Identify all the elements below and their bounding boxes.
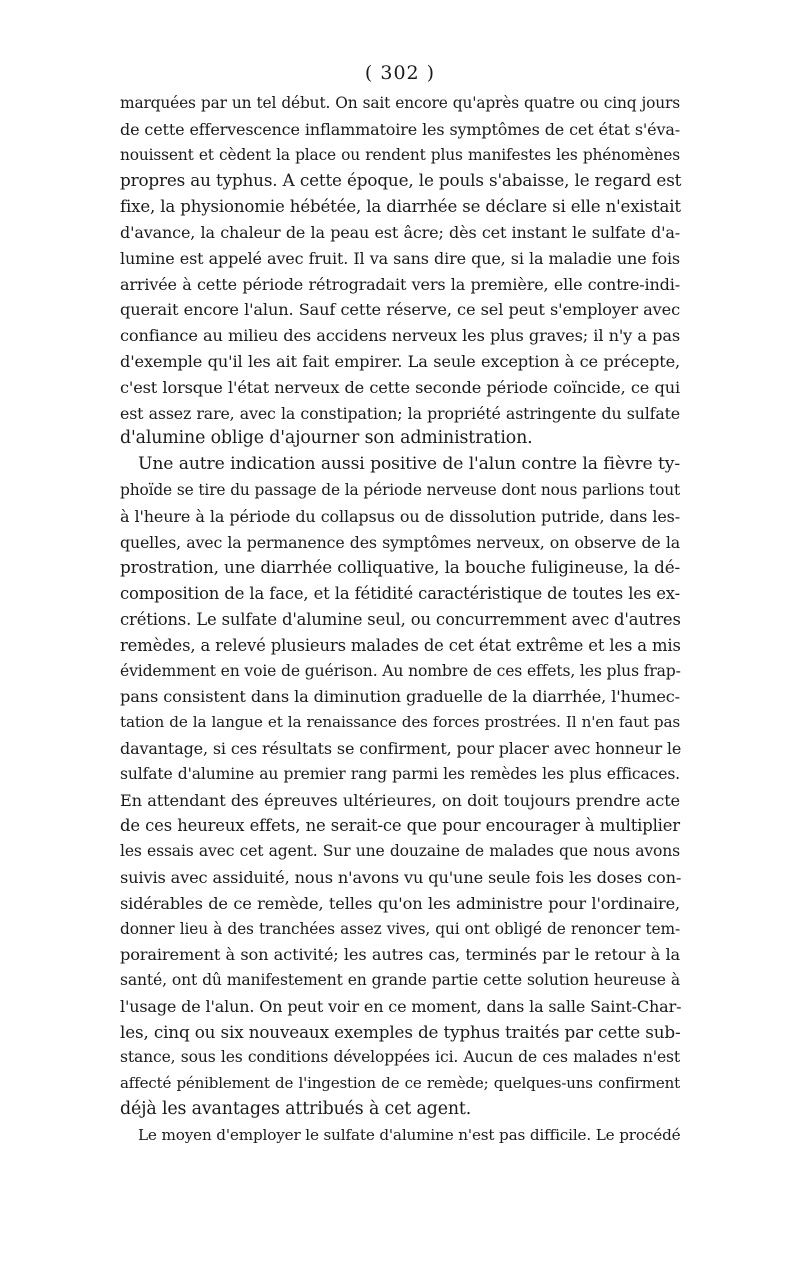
text-line: suivis avec assiduité, nous n'avons vu qu'une seule fois les doses con- xyxy=(120,867,682,887)
text-line: remèdes, a relevé plusieurs malades de cet état extrême et les a mis xyxy=(120,635,681,655)
text-line: phoïde se tire du passage de la période nerveuse dont nous parlions tout xyxy=(120,480,680,499)
text-line: d'alumine oblige d'ajourner son administration. xyxy=(120,428,533,449)
text-line: porairement à son activité; les autres cas, terminés par le retour à la xyxy=(120,945,680,965)
body-text xyxy=(120,91,680,1149)
text-line: En attendant des épreuves ultérieures, on doit toujours prendre acte xyxy=(120,790,680,810)
text-line: évidemment en voie de guérison. Au nombre de ces effets, les plus frap- xyxy=(120,661,681,680)
text-line: Une autre indication aussi positive de l'alun contre la fièvre ty- xyxy=(138,454,680,475)
text-line: Le moyen d'employer le sulfate d'alumine n'est pas difficile. Le procédé xyxy=(138,1125,681,1144)
text-line: donner lieu à des tranchées assez vives, qui ont obligé de renoncer tem- xyxy=(120,919,680,938)
text-line: pans consistent dans la diminution graduelle de la diarrhée, l'humec- xyxy=(120,687,680,707)
text-line: de cette effervescence inflammatoire les symptômes de cet état s'éva- xyxy=(120,119,680,139)
text-line: c'est lorsque l'état nerveux de cette seconde période coïncide, ce qui xyxy=(120,377,680,397)
text-line: lumine est appelé avec fruit. Il va sans dire que, si la maladie une fois xyxy=(120,248,680,268)
text-line: tation de la langue et la renaissance des forces prostrées. Il n'en faut pas xyxy=(120,713,680,732)
text-line: quelles, avec la permanence des symptômes nerveux, on observe de la xyxy=(120,532,680,552)
text-line: crétions. Le sulfate d'alumine seul, ou concurremment avec d'autres xyxy=(120,609,681,629)
text-line: fixe, la physionomie hébétée, la diarrhée se déclare si elle n'existait xyxy=(120,197,681,217)
text-line: à l'heure à la période du collapsus ou de dissolution putride, dans les- xyxy=(120,506,680,526)
text-line: querait encore l'alun. Sauf cette réserve, ce sel peut s'employer avec xyxy=(120,300,680,320)
text-line: prostration, une diarrhée colliquative, la bouche fuligineuse, la dé- xyxy=(120,557,680,578)
text-line: de ces heureux effets, ne serait-ce que pour encourager à multiplier xyxy=(120,816,680,836)
text-line: nouissent et cèdent la place ou rendent plus manifestes les phénomènes xyxy=(120,145,680,164)
text-line: les essais avec cet agent. Sur une douzaine de malades que nous avons xyxy=(120,842,680,861)
text-line: propres au typhus. A cette époque, le pouls s'abaisse, le regard est xyxy=(120,170,682,191)
text-line: santé, ont dû manifestement en grande partie cette solution heureuse à xyxy=(120,971,680,990)
text-line: stance, sous les conditions développées ici. Aucun de ces malades n'est xyxy=(120,1048,680,1067)
text-line: marquées par un tel début. On sait encore qu'après quatre ou cinq jours xyxy=(120,94,680,112)
text-line: sidérables de ce remède, telles qu'on les administre pour l'ordinaire, xyxy=(120,893,680,913)
text-line: les, cinq ou six nouveaux exemples de typhus traités par cette sub- xyxy=(120,1021,681,1042)
text-line: affecté péniblement de l'ingestion de ce remède; quelques-uns confirment xyxy=(120,1074,680,1093)
text-line: est assez rare, avec la constipation; la propriété astringente du sulfate xyxy=(120,403,680,423)
text-line: l'usage de l'alun. On peut voir en ce moment, dans la salle Saint-Char- xyxy=(120,996,682,1016)
text-line: confiance au milieu des accidens nerveux les plus graves; il n'y a pas xyxy=(120,326,680,346)
page-number: ( 302 ) xyxy=(364,62,436,84)
text-line: arrivée à cette période rétrogradait vers la première, elle contre-indi- xyxy=(120,274,680,294)
text-line: composition de la face, et la fétidité caractéristique de toutes les ex- xyxy=(120,584,680,604)
text-line: d'exemple qu'il les ait fait empirer. La seule exception à ce précepte, xyxy=(120,351,680,371)
text-line: davantage, si ces résultats se confirment, pour placer avec honneur le xyxy=(120,738,682,758)
text-line: d'avance, la chaleur de la peau est âcre; dès cet instant le sulfate d'a- xyxy=(120,222,680,242)
text-line: sulfate d'alumine au premier rang parmi les remèdes les plus efficaces. xyxy=(120,764,680,783)
text-line: déjà les avantages attribués à cet agent. xyxy=(120,1099,472,1120)
